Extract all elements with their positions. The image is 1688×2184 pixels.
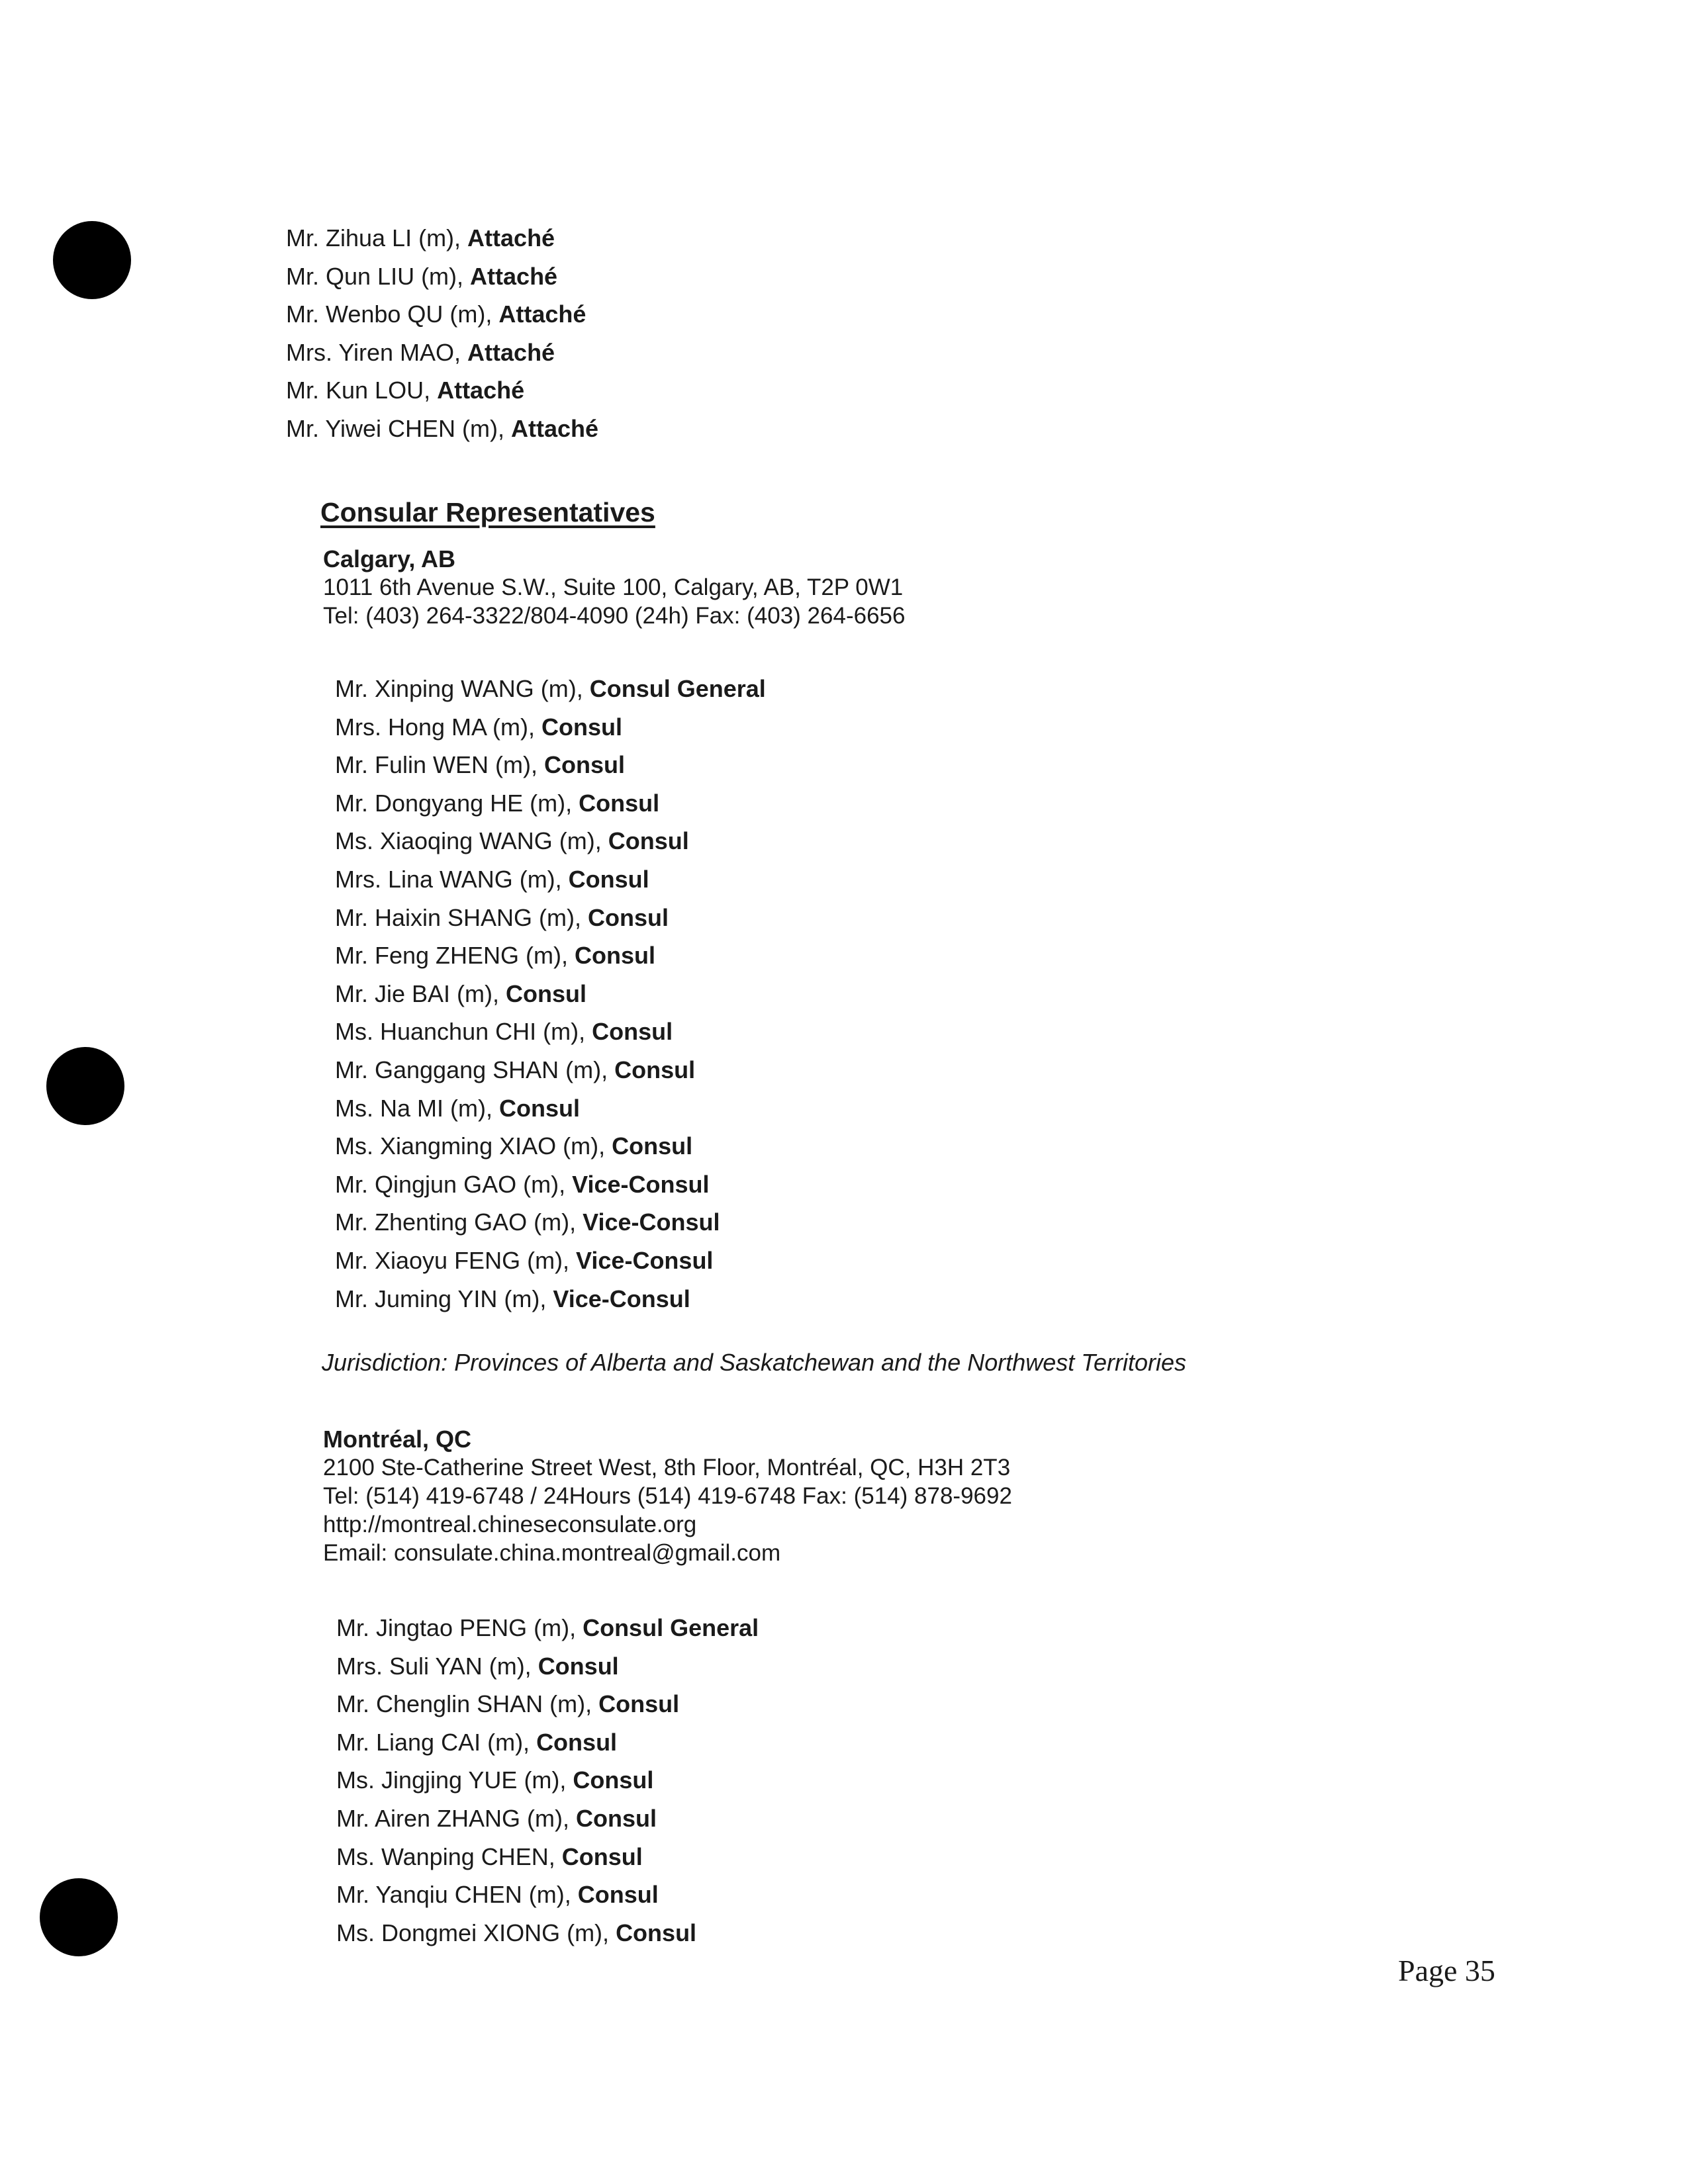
punch-hole-top	[53, 221, 131, 299]
person-title: Consul	[498, 1094, 580, 1122]
calgary-city: Calgary, AB	[323, 545, 456, 572]
list-item	[286, 257, 598, 296]
montreal-phone: Tel: (514) 419-6748 / 24Hours (514) 419-6748 Fax: (514) 878-9692	[323, 1483, 1012, 1509]
person-title: Vice-Consul	[553, 1285, 690, 1312]
person-name: Ms. Xiaoqing WANG (m),	[335, 827, 608, 855]
punch-hole-bottom	[40, 1878, 118, 1956]
list-item	[336, 1876, 759, 1914]
list-item	[335, 670, 766, 708]
list-item	[335, 708, 766, 747]
montreal-staff-list	[336, 1609, 759, 1952]
person-name: Mr. Dongyang HE (m),	[335, 789, 579, 817]
person-name: Mr. Feng ZHENG (m),	[335, 942, 575, 970]
person-title: Consul General	[583, 1614, 759, 1641]
list-item	[335, 1127, 766, 1165]
person-name: Mr. Jingtao PENG (m),	[336, 1614, 583, 1641]
person-name: Mr. Chenglin SHAN (m),	[336, 1690, 599, 1718]
person-name: Ms. Na MI (m),	[335, 1094, 499, 1122]
list-item	[336, 1609, 759, 1647]
list-item	[336, 1723, 759, 1762]
person-name: Mr. Xinping WANG (m),	[335, 675, 590, 702]
list-item	[335, 822, 766, 860]
list-item	[336, 1761, 759, 1799]
list-item	[336, 1914, 759, 1952]
montreal-email: Email: consulate.china.montreal@gmail.com	[323, 1540, 781, 1566]
list-item	[336, 1838, 759, 1876]
list-item	[286, 219, 598, 257]
person-title: Consul	[588, 903, 669, 931]
list-item	[286, 410, 598, 448]
person-title: Attaché	[437, 377, 525, 404]
person-name: Mr. Xiaoyu FENG (m),	[335, 1246, 577, 1274]
list-item	[335, 1051, 766, 1089]
person-name: Mr. Yanqiu CHEN (m),	[336, 1881, 578, 1909]
person-name: Mr. Yiwei CHEN (m),	[286, 414, 512, 442]
person-name: Mr. Zhenting GAO (m),	[335, 1208, 583, 1236]
list-item	[335, 1203, 766, 1242]
person-name: Mr. Kun LOU,	[286, 377, 438, 404]
list-item	[335, 899, 766, 937]
list-item	[335, 975, 766, 1013]
page-number: Page 35	[1398, 1954, 1495, 1987]
person-name: Ms. Wanping CHEN,	[336, 1843, 562, 1870]
list-item	[335, 860, 766, 899]
person-title: Consul	[561, 1843, 643, 1870]
person-title: Consul	[577, 1881, 659, 1909]
person-title: Consul	[506, 979, 587, 1007]
person-name: Mr. Qun LIU (m),	[286, 262, 471, 290]
calgary-phone: Tel: (403) 264-3322/804-4090 (24h) Fax: (403) 264-6656	[323, 603, 906, 629]
person-title: Vice-Consul	[576, 1246, 714, 1274]
person-name: Mr. Jie BAI (m),	[335, 979, 506, 1007]
person-name: Ms. Huanchun CHI (m),	[335, 1018, 592, 1046]
person-title: Attaché	[511, 414, 599, 442]
person-title: Consul	[541, 713, 623, 741]
list-item	[335, 936, 766, 975]
person-name: Mr. Zihua LI (m),	[286, 224, 468, 251]
list-item	[286, 334, 598, 372]
person-title: Consul	[579, 789, 660, 817]
list-item	[335, 784, 766, 823]
list-item	[335, 1089, 766, 1128]
person-title: Consul	[598, 1690, 680, 1718]
list-item	[336, 1685, 759, 1723]
person-name: Mrs. Hong MA (m),	[335, 713, 542, 741]
person-name: Mr. Haixin SHANG (m),	[335, 903, 588, 931]
list-item	[335, 1242, 766, 1280]
list-item	[286, 371, 598, 410]
person-title: Consul	[536, 1728, 618, 1756]
person-name: Mr. Qingjun GAO (m),	[335, 1170, 573, 1198]
person-name: Ms. Dongmei XIONG (m),	[336, 1919, 616, 1946]
list-item	[336, 1799, 759, 1838]
person-name: Mr. Wenbo QU (m),	[286, 300, 499, 328]
person-title: Consul	[614, 1056, 696, 1083]
person-title: Consul	[576, 1804, 657, 1832]
person-title: Consul	[573, 1766, 654, 1794]
montreal-city: Montréal, QC	[323, 1426, 472, 1453]
person-name: Mrs. Lina WANG (m),	[335, 865, 569, 893]
calgary-jurisdiction: Jurisdiction: Provinces of Alberta and Saskatchewan and the Northwest Territories	[322, 1349, 1186, 1376]
montreal-address: 2100 Ste-Catherine Street West, 8th Floor, Montréal, QC, H3H 2T3	[323, 1455, 1011, 1480]
person-name: Mr. Ganggang SHAN (m),	[335, 1056, 615, 1083]
list-item	[335, 1165, 766, 1204]
person-title: Attaché	[470, 262, 558, 290]
person-title: Attaché	[467, 224, 555, 251]
attache-list	[286, 219, 598, 448]
person-name: Mr. Fulin WEN (m),	[335, 751, 544, 779]
person-name: Mrs. Yiren MAO,	[286, 338, 468, 366]
calgary-address: 1011 6th Avenue S.W., Suite 100, Calgary, AB, T2P 0W1	[323, 574, 904, 600]
list-item	[335, 1013, 766, 1051]
montreal-website: http://montreal.chineseconsulate.org	[323, 1512, 697, 1537]
person-title: Attaché	[467, 338, 555, 366]
person-title: Consul	[538, 1652, 619, 1680]
person-title: Consul	[543, 751, 625, 779]
person-name: Mr. Juming YIN (m),	[335, 1285, 553, 1312]
person-name: Mr. Airen ZHANG (m),	[336, 1804, 577, 1832]
calgary-staff-list	[335, 670, 766, 1318]
person-title: Vice-Consul	[572, 1170, 710, 1198]
person-title: Vice-Consul	[583, 1208, 720, 1236]
punch-hole-middle	[46, 1047, 124, 1125]
person-title: Consul	[575, 942, 656, 970]
person-title: Consul	[568, 865, 649, 893]
person-title: Attaché	[498, 300, 586, 328]
person-title: Consul	[612, 1132, 693, 1160]
person-name: Ms. Jingjing YUE (m),	[336, 1766, 573, 1794]
montreal-office-info	[323, 1425, 1012, 1567]
person-title: Consul General	[589, 675, 766, 702]
person-name: Mrs. Suli YAN (m),	[336, 1652, 538, 1680]
person-name: Mr. Liang CAI (m),	[336, 1728, 537, 1756]
calgary-office-info	[323, 545, 905, 630]
person-title: Consul	[616, 1919, 697, 1946]
list-item	[336, 1647, 759, 1686]
person-title: Consul	[592, 1018, 673, 1046]
person-title: Consul	[608, 827, 689, 855]
list-item	[335, 1280, 766, 1318]
list-item	[286, 295, 598, 334]
section-heading: Consular Representatives	[320, 497, 655, 527]
list-item	[335, 746, 766, 784]
person-name: Ms. Xiangming XIAO (m),	[335, 1132, 612, 1160]
